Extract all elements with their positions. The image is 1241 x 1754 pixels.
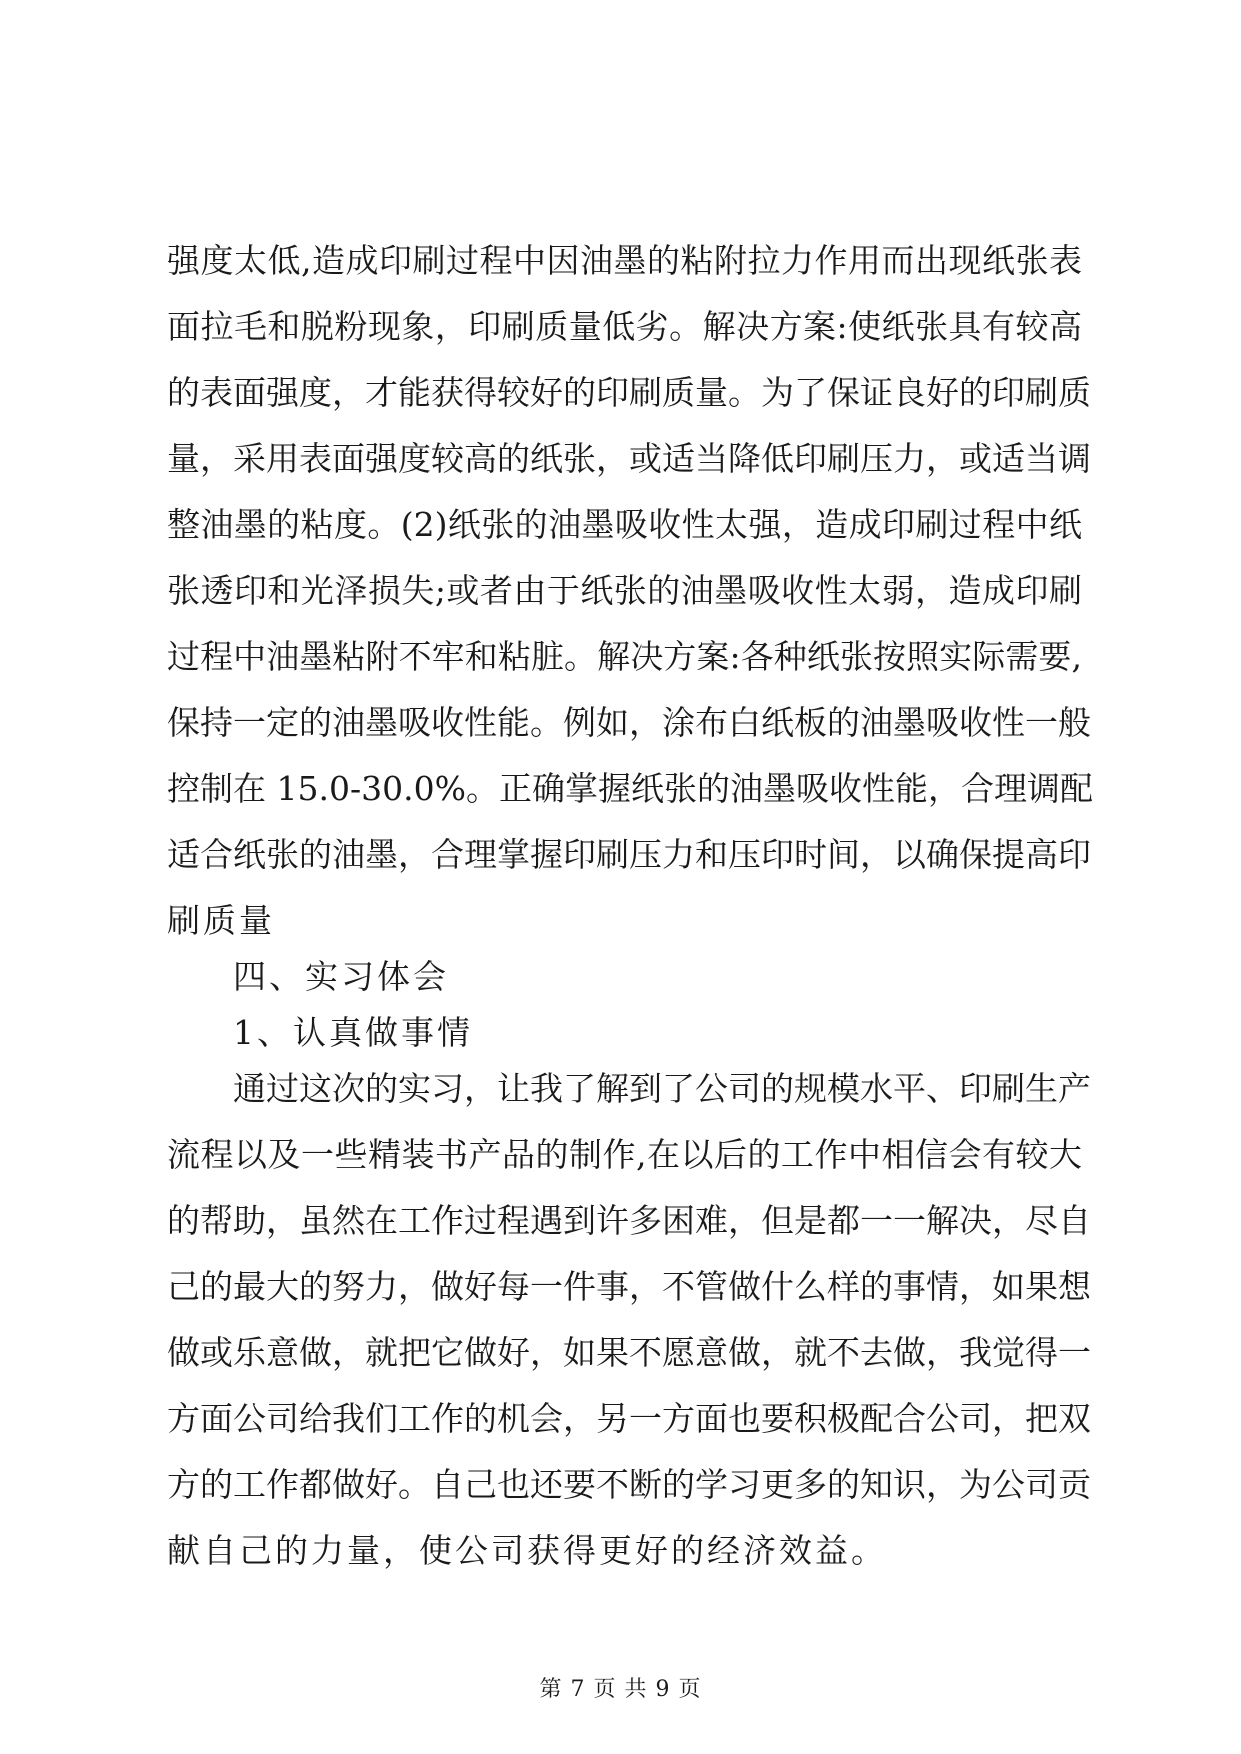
text-line: 过程中油墨粘附不牢和粘脏。解决方案:各种纸张按照实际需要, [167, 637, 1082, 676]
text-line-last: 献自己的力量，使公司获得更好的经济效益。 [167, 1531, 887, 1570]
text-line: 己的最大的努力，做好每一件事，不管做什么样的事情，如果想 [167, 1267, 1091, 1306]
text-line: 做或乐意做，就把它做好，如果不愿意做，就不去做，我觉得一 [167, 1333, 1091, 1372]
text-line: 适合纸张的油墨，合理掌握印刷压力和压印时间，以确保提高印 [167, 835, 1091, 874]
sub-heading: 1、认真做事情 [233, 1013, 473, 1052]
text-line: 面拉毛和脱粉现象，印刷质量低劣。解决方案:使纸张具有较高 [167, 307, 1082, 346]
text-line: 保持一定的油墨吸收性能。例如，涂布白纸板的油墨吸收性一般 [167, 703, 1091, 742]
text-line: 方的工作都做好。自己也还要不断的学习更多的知识，为公司贡 [167, 1465, 1091, 1504]
text-line: 强度太低,造成印刷过程中因油墨的粘附拉力作用而出现纸张表 [167, 241, 1082, 280]
text-line: 张透印和光泽损失;或者由于纸张的油墨吸收性太弱，造成印刷 [167, 571, 1082, 610]
section-heading: 四、实习体会 [233, 957, 449, 996]
text-line: 流程以及一些精装书产品的制作,在以后的工作中相信会有较大 [167, 1135, 1082, 1174]
text-line-last: 刷质量 [167, 901, 275, 940]
page-number-footer: 第 7 页 共 9 页 [539, 1677, 702, 1702]
text-line: 的表面强度，才能获得较好的印刷质量。为了保证良好的印刷质 [167, 373, 1091, 412]
text-line: 的帮助，虽然在工作过程遇到许多困难，但是都一一解决，尽自 [167, 1201, 1091, 1240]
document-body [167, 228, 1093, 1584]
text-line: 方面公司给我们工作的机会，另一方面也要积极配合公司，把双 [167, 1399, 1091, 1438]
text-line: 整油墨的粘度。(2)纸张的油墨吸收性太强，造成印刷过程中纸 [167, 505, 1082, 544]
text-line: 量，采用表面强度较高的纸张，或适当降低印刷压力，或适当调 [167, 439, 1091, 478]
text-line: 控制在 15.0-30.0%。正确掌握纸张的油墨吸收性能，合理调配 [167, 769, 1093, 808]
paragraph-first-line: 通过这次的实习，让我了解到了公司的规模水平、印刷生产 [233, 1069, 1091, 1108]
